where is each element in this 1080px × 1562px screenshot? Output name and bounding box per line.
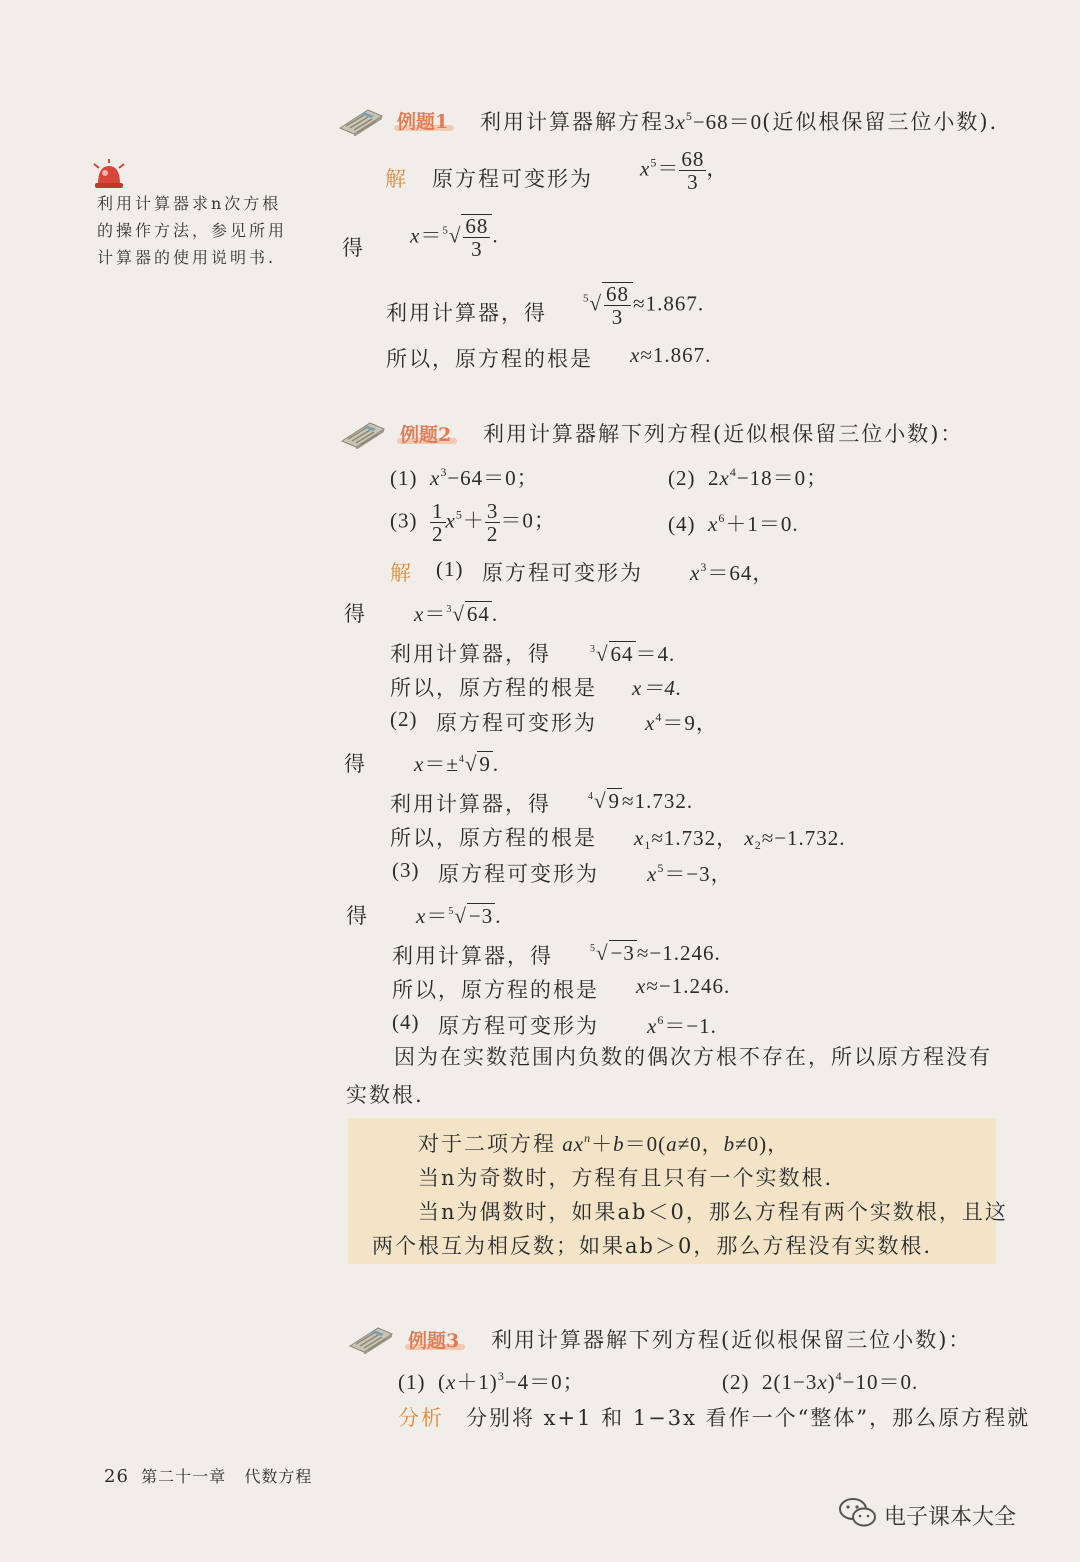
s3-transform: 原方程可变形为 xyxy=(438,862,599,886)
s1-calc-expr: $^3$√64＝4. xyxy=(590,642,676,666)
ex1-transform-eq: $x^5=$ $\frac{68}{3}$ ， xyxy=(640,147,729,195)
ex3-problem-1: (1) $(x+1)^3-4=0$； xyxy=(398,1369,585,1394)
example-2-prompt: 利用计算器解下列方程(近似根保留三位小数)： xyxy=(483,422,964,446)
s3-root-value: −1.246. xyxy=(658,974,731,998)
analysis-label: 分析 xyxy=(398,1406,444,1430)
example-3-tag: 例题3 xyxy=(408,1330,460,1352)
ex3-problem-2: (2) $2(1-3x)^4-10=0$. xyxy=(722,1369,919,1394)
problem-1: (1) $x^3-64=0$； xyxy=(390,465,539,490)
margin-note-line: 计算器的使用说明书. xyxy=(97,248,277,267)
ex1-transform-text: 原方程可变形为 xyxy=(432,167,593,191)
s3-root-expr: x＝$^5$√−3. xyxy=(416,904,502,928)
s4-transform: 原方程可变形为 xyxy=(438,1014,599,1038)
example-1-prompt xyxy=(480,106,998,136)
s3-transform-eq: $x^5=-3$， xyxy=(647,861,733,886)
problem-number: (2) xyxy=(668,466,696,490)
example-1-tag: 例题1 xyxy=(397,111,449,133)
s2-root-expr: x＝±$^4$√9. xyxy=(414,752,500,776)
example-2-tag: 例题2 xyxy=(400,424,452,446)
summary-equation: $ax^n+b=0(a\ne 0$，b≠0)， xyxy=(562,1131,790,1156)
s1-transform: 原方程可变形为 xyxy=(482,561,643,585)
summary-line-4: 两个根互为相反数；如果ab＞0，那么方程没有实数根. xyxy=(372,1234,932,1258)
margin-note xyxy=(97,190,287,271)
summary-line-1 xyxy=(418,1128,789,1158)
s3-root: x≈−1.246. xyxy=(636,974,731,998)
ex1-calc-text: 利用计算器，得 xyxy=(386,301,547,325)
problem-4: (4) $x^6+1=0$. xyxy=(668,511,799,536)
problem-2: (2) $2x^4-18=0$； xyxy=(668,465,829,490)
s4-explanation-1: 因为在实数范围内负数的偶次方根不存在，所以原方程没有 xyxy=(394,1045,992,1069)
s4-transform-eq: $x^6=-1$. xyxy=(647,1013,717,1038)
page-number: 26 xyxy=(104,1466,129,1487)
analysis-text: 分别将 x+1 和 1−3x 看作一个“整体”，那么原方程就 xyxy=(466,1406,1031,1430)
s3-number: (3) xyxy=(392,858,420,882)
solution-label: 解 xyxy=(390,561,413,585)
s2-roots: $x_1\approx 1.732$， $x_2\approx-1.732$. xyxy=(634,826,846,852)
s3-calc-expr: $^5$√−3≈−1.246. xyxy=(590,941,721,965)
problem-number: (3) xyxy=(390,508,418,533)
summary-line-1-text: 对于二项方程 xyxy=(418,1132,556,1156)
ex1-so-text: 所以，原方程的根是 xyxy=(386,347,593,371)
margin-note-line: 利用计算器求n次方根 xyxy=(97,194,282,213)
margin-note-line: 的操作方法，参见所用 xyxy=(97,221,288,240)
example-1-prompt-text: 利用计算器解方程 xyxy=(480,110,664,134)
summary-line-2: 当n为奇数时，方程有且只有一个实数根. xyxy=(418,1166,834,1190)
solution-label: 解 xyxy=(385,167,408,191)
calculator-icon xyxy=(340,417,386,449)
s2-root1-value: 1.732， xyxy=(663,826,739,850)
ex1-root-value: 1.867. xyxy=(652,343,712,367)
s1-root: x＝4. xyxy=(632,676,683,700)
ex1-approx-value: 1.867. xyxy=(645,291,705,316)
s1-number: (1) xyxy=(436,557,464,581)
s3-so-text: 所以，原方程的根是 xyxy=(392,978,599,1002)
s2-root2-value: −1.732. xyxy=(774,826,846,850)
de-label: 得 xyxy=(344,752,367,776)
s2-so-text: 所以，原方程的根是 xyxy=(390,826,597,850)
s2-number: (2) xyxy=(390,707,418,731)
s1-calc-text: 利用计算器，得 xyxy=(390,642,551,666)
example-1-condition: (近似根保留三位小数). xyxy=(762,110,999,134)
s2-calc-text: 利用计算器，得 xyxy=(390,792,551,816)
de-label: 得 xyxy=(346,904,369,928)
page-footer xyxy=(104,1464,312,1487)
calculator-icon xyxy=(338,104,384,136)
problem-3: (3) $\frac{1}{2}$ $x^5+$ $\frac{3}{2}$ ＝0； xyxy=(390,499,556,547)
s2-approx-value: 1.732. xyxy=(634,789,694,813)
chapter-title: 代数方程 xyxy=(244,1467,313,1486)
s3-approx-value: −1.246. xyxy=(649,941,721,965)
s4-explanation-2: 实数根. xyxy=(346,1083,424,1107)
s4-number: (4) xyxy=(392,1010,420,1034)
summary-line-3: 当n为偶数时，如果ab＜0，那么方程有两个实数根，且这 xyxy=(418,1200,1008,1224)
calculator-icon xyxy=(348,1322,394,1354)
chapter-label: 第二十一章 xyxy=(141,1467,227,1486)
example-3-prompt: 利用计算器解下列方程(近似根保留三位小数)： xyxy=(491,1328,972,1352)
problem-number: (4) xyxy=(668,512,696,536)
alarm-bell-icon xyxy=(92,158,126,194)
de-label: 得 xyxy=(342,236,365,260)
s1-root-expr: x＝$^3$√64. xyxy=(414,602,499,626)
s1-so-text: 所以，原方程的根是 xyxy=(390,676,597,700)
wechat-icon xyxy=(838,1496,878,1534)
ex1-root: x≈1.867. xyxy=(630,343,712,367)
watermark-text: 电子课本大全 xyxy=(884,1505,1017,1530)
de-label: 得 xyxy=(344,602,367,626)
example-1-equation: $3x^5-68=0$ xyxy=(664,109,763,134)
ex1-calc-expr: $^5$√ $\frac{68}{3}$ ≈1.867. xyxy=(583,282,705,330)
s2-calc-expr: $^4$√9≈1.732. xyxy=(588,789,694,813)
s2-transform-eq: $x^4=9$， xyxy=(645,710,718,735)
s3-calc-text: 利用计算器，得 xyxy=(392,944,553,968)
problem-number: (1) xyxy=(390,466,418,490)
s2-transform: 原方程可变形为 xyxy=(436,711,597,735)
ex1-root-expr: x＝$^5$√ $\frac{68}{3}$ . xyxy=(410,214,499,262)
s1-transform-eq: $x^3=64$， xyxy=(690,560,775,585)
